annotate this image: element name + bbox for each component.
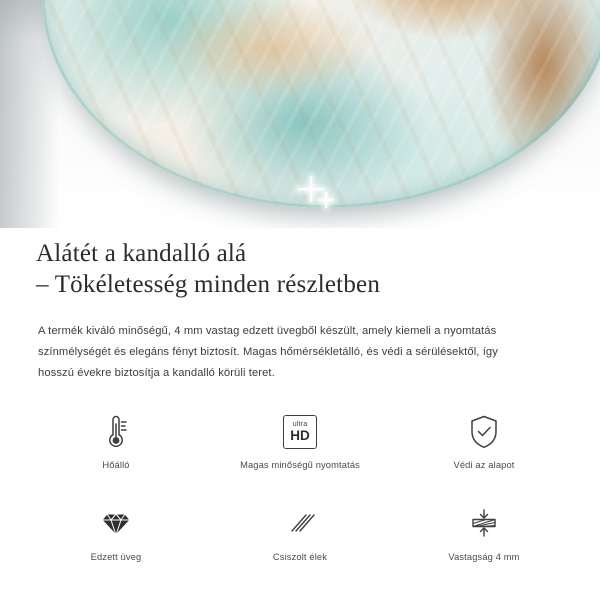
feature-label: Edzett üveg (90, 552, 142, 562)
feature-thickness (392, 502, 576, 580)
feature-grid (0, 410, 600, 580)
hero-image (0, 0, 600, 228)
thermometer-icon (96, 410, 136, 454)
feature-tempered-glass (24, 502, 208, 580)
feature-heat-resistant (24, 410, 208, 488)
page-title-line-2: – Tökéletesség minden részletben (36, 271, 381, 298)
ultra-hd-bottom-label: HD (290, 428, 310, 444)
feature-polished-edges (208, 502, 392, 580)
feature-label: Magas minőségű nyomtatás (240, 460, 360, 470)
glass-disc-surface (42, 0, 600, 208)
feature-label: Csiszolt élek (272, 552, 328, 562)
page-title-line-1: Alátét a kandalló alá (36, 240, 247, 267)
feature-label: Védi az alapot (453, 460, 515, 470)
thickness-arrows-icon (464, 502, 504, 546)
content-section (0, 228, 600, 580)
shield-check-icon (464, 410, 504, 454)
ultra-hd-icon (283, 410, 317, 454)
feature-label: Hőálló (102, 460, 130, 470)
page-title (0, 238, 600, 300)
diamond-icon (96, 502, 136, 546)
feature-surface-protection (392, 410, 576, 488)
ultra-hd-top-label: ultra (292, 421, 308, 429)
feature-label: Vastagság 4 mm (448, 552, 520, 562)
product-description-text: A termék kiváló minőségű, 4 mm vastag edzett üvegből készült, amely kiemeli a nyomtatás színmélységét és elegáns fényt biztosít. Magas hőmérsékletálló, és védi a sérülésektől, így hosszú évekre biztosítja a kandalló körüli teret. (38, 325, 498, 379)
glass-disc (42, 0, 600, 208)
feature-print-quality (208, 410, 392, 488)
polished-edges-icon (280, 502, 320, 546)
